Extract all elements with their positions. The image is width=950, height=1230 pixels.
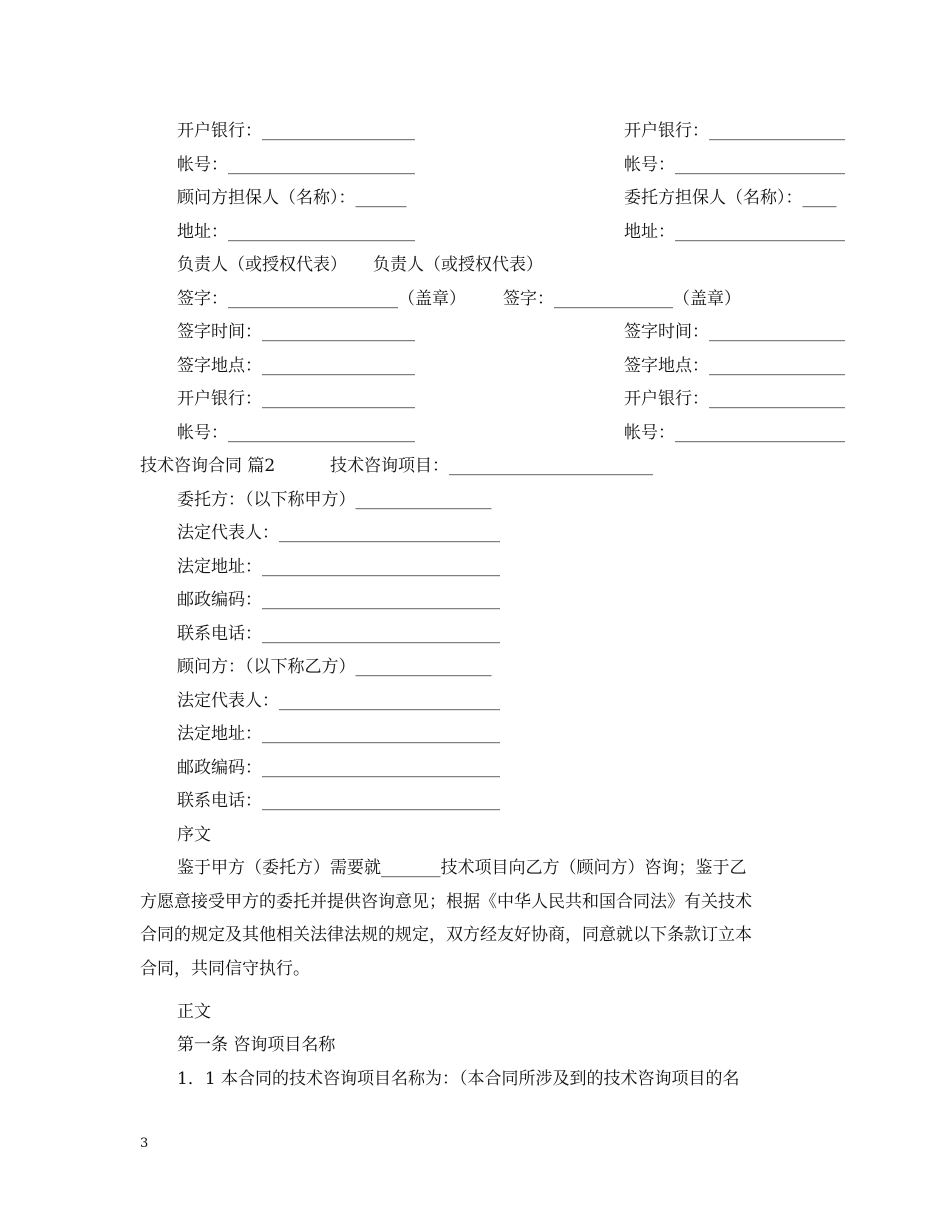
sig-right-address: 地址：____________________ <box>624 222 845 242</box>
sig-row-bank-2 <box>177 384 845 414</box>
sig-right-signature: 签字：______________（盖章） <box>503 289 741 309</box>
sig-row-bank-1 <box>177 116 845 146</box>
party-field: 邮政编码：____________________________ <box>177 590 500 610</box>
body-title: 正文 <box>177 1002 211 1022</box>
sig-right-bank: 开户银行：________________ <box>624 121 845 141</box>
party-field: 顾问方：（以下称乙方）________________ <box>177 657 492 677</box>
project-line: 技术咨询项目：________________________ <box>330 456 653 476</box>
preface-line-4: 合同，共同信守执行。 <box>140 959 310 979</box>
sig-left-bank-2: 开户银行：__________________ <box>177 389 415 409</box>
sig-row-sign-place <box>177 351 845 381</box>
sig-right-representative: 负责人（或授权代表） <box>373 255 543 275</box>
sig-right-sign-place: 签字地点：________________ <box>624 356 845 376</box>
preface-line-1: 鉴于甲方（委托方）需要就_______技术项目向乙方（顾问方）咨询；鉴于乙 <box>177 858 747 878</box>
sig-right-bank-2: 开户银行：________________ <box>624 389 845 409</box>
sig-right-account-2: 帐号：____________________ <box>624 423 845 443</box>
party-field: 法定地址：____________________________ <box>177 724 500 744</box>
sig-right-sign-time: 签字时间：________________ <box>624 322 845 342</box>
sig-row-sign-time <box>177 317 845 347</box>
sig-row-representative <box>177 250 543 280</box>
article-1-title: 第一条 咨询项目名称 <box>177 1035 336 1055</box>
sig-row-account-2 <box>177 418 845 448</box>
section-heading: 技术咨询合同 篇2 <box>140 456 276 476</box>
party-field: 法定代表人：__________________________ <box>177 523 500 543</box>
party-field: 委托方：（以下称甲方）________________ <box>177 490 492 510</box>
sig-right-account: 帐号：____________________ <box>624 155 845 175</box>
party-field: 法定地址：____________________________ <box>177 557 500 577</box>
sig-left-bank: 开户银行：__________________ <box>177 121 415 141</box>
sig-left-sign-time: 签字时间：__________________ <box>177 322 415 342</box>
party-field: 法定代表人：__________________________ <box>177 691 500 711</box>
sig-right-guarantor: 委托方担保人（名称）：____ <box>624 188 837 208</box>
sig-left-address: 地址：______________________ <box>177 222 415 242</box>
sig-row-account-1 <box>177 150 845 180</box>
party-field: 联系电话：____________________________ <box>177 791 500 811</box>
section-heading-row <box>140 451 653 481</box>
preface-line-3: 合同的规定及其他相关法律法规的规定，双方经友好协商，同意就以下条款订立本 <box>140 925 752 945</box>
party-field: 联系电话：____________________________ <box>177 624 500 644</box>
sig-row-signature <box>177 284 741 314</box>
preface-line-2: 方愿意接受甲方的委托并提供咨询意见；根据《中华人民共和国合同法》有关技术 <box>140 892 752 912</box>
sig-left-signature: 签字：____________________（盖章） <box>177 289 466 309</box>
article-1-1: 1．1 本合同的技术咨询项目名称为：（本合同所涉及到的技术咨询项目的名 <box>177 1069 740 1089</box>
sig-row-address <box>177 217 845 247</box>
sig-left-sign-place: 签字地点：__________________ <box>177 356 415 376</box>
sig-left-guarantor: 顾问方担保人（名称）：______ <box>177 188 407 208</box>
sig-left-account: 帐号：______________________ <box>177 155 415 175</box>
sig-row-guarantor <box>177 183 837 213</box>
sig-left-representative: 负责人（或授权代表） <box>177 255 347 275</box>
sig-left-account-2: 帐号：______________________ <box>177 423 415 443</box>
party-field: 邮政编码：____________________________ <box>177 758 500 778</box>
preface-title: 序文 <box>177 825 211 845</box>
page-number: 3 <box>140 1136 149 1151</box>
